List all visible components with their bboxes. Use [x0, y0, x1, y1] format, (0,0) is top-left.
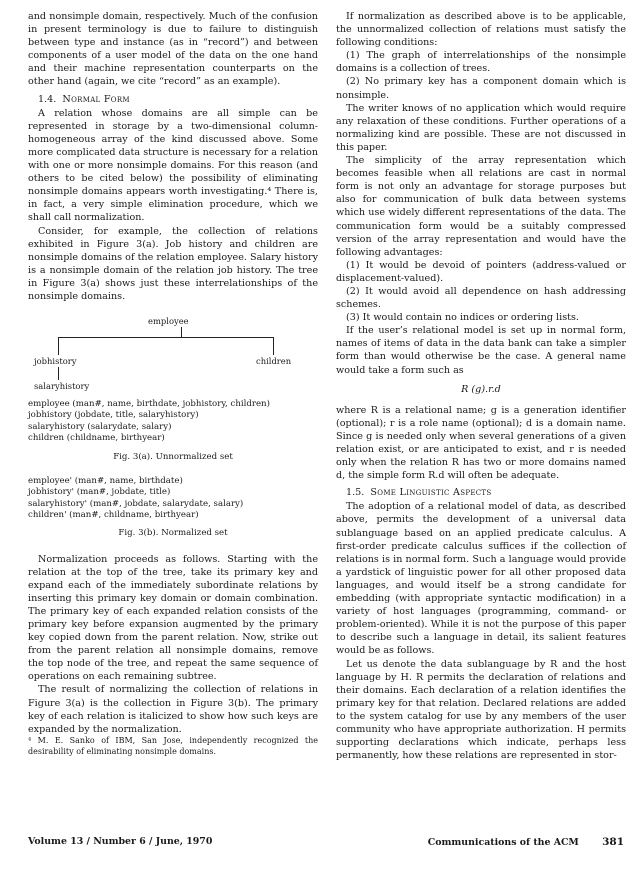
tree-node-root: employee [148, 316, 189, 327]
footer-volume: Volume 13 / Number 6 / June, 1970 [28, 836, 213, 847]
paragraph: If normalization as described above is to be applicable, the unnormalized collection of relations must satisfy the following conditions: [336, 11, 626, 49]
relation-line: jobhistory' (man#, jobdate, title) [28, 487, 171, 498]
paragraph: The adoption of a relational model of data, as described above, permits the development of a universal data sublanguage based on an applied predicate calculus. A first-order predicate calculus suffices if the collection of relations is in normal form. Such a language would provide a yardstick of linguistic power for all other proposed data languages, and would itself be a strong candidate for embedding (with appropriate syntactic modification) in a variety of host languages (programming, command- or problem-oriented). While it is not the purpose of this paper to describe such a language in detail, its salient features would be as follows. [336, 501, 626, 657]
paragraph: If the user’s relational model is set up in normal form, names of items of data in the data bank can take a simpler form than would otherwise be the case. A general name would take a form such as [336, 325, 626, 376]
figure-3a-caption: Fig. 3(a). Unnormalized set [113, 451, 233, 462]
advantage-item: (2) It would avoid all dependence on hash addressing schemes. [336, 285, 626, 311]
tree-node-children: children [256, 356, 292, 367]
paragraph: Consider, for example, the collection of relations exhibited in Figure 3(a). Job history and children are nonsimple domains of the relation employee. Salary history is a nonsimple domain of the relation job history. The tree in Figure 3(a) shows just these interrelationships of the nonsimple domains. [28, 225, 318, 302]
section-heading-1-4 [38, 93, 318, 106]
paragraph: where R is a relational name; g is a generation identifier (optional); r is a role name (optional); d is a domain name. Since g is needed only when several generations of a given relation exist, or are anticipated to exist, and r is needed only when the relation R has two or more domains named d, the simple form R.d will often be adequate. [336, 404, 626, 482]
advantage-item: (1) It would be devoid of pointers (address-valued or displacement-valued). [336, 259, 626, 284]
paragraph: The result of normalizing the collection of relations in Figure 3(a) is the collection in Figure 3(b). The primary key of each relation is italicized to show how such keys are expanded by the normalization. [28, 684, 318, 735]
tree-node-salaryhistory: salaryhistory [34, 381, 90, 392]
section-heading-1-5 [346, 486, 626, 499]
nonsimple-domain-tree [28, 315, 318, 393]
figure-3b-relations [28, 476, 318, 522]
general-name-formula: R (g).r.d [461, 383, 501, 395]
journal-name: Communications of the ACM [427, 837, 579, 848]
section-title: Normal Form [62, 93, 130, 105]
paragraph: A relation whose domains are all simple can be represented in storage by a two-dimensional column-homogeneous array of the kind discussed above. Some more complicated data structure is necessary for a relation with one or more nonsimple domains. For this reason (and others to be cited below) the possibility of eliminating nonsimple domains appears worth investigating.⁴ There is, in fact, a very simple elimination procedure, which we shall call normalization. [28, 107, 318, 224]
paragraph: The writer knows of no application which would require any relaxation of these conditions. Further operations of a normalizing kind are possible. These are not discussed in this paper. [336, 102, 626, 153]
figure-3a-relations [28, 399, 318, 445]
tree-node-jobhistory: jobhistory [34, 356, 77, 367]
relation-line: employee' (man#, name, birthdate) [28, 475, 183, 486]
section-title: Some Linguistic Aspects [370, 487, 492, 499]
footnote: ⁴ M. E. Sanko of IBM, San Jose, independently recognized the desirability of eliminating nonsimple domains. [28, 735, 318, 756]
paragraph: and nonsimple domain, respectively. Much of the confusion in present terminology is due to failure to distinguish between type and instance (as in “record”) and between components of a user model of the data on the one hand and their machine representation counterparts on the other hand (again, we cite “record” as an example). [28, 11, 318, 88]
section-number: 1.5. [346, 487, 365, 499]
tree-edge [58, 337, 274, 338]
section-number: 1.4. [38, 93, 57, 105]
paragraph: Normalization proceeds as follows. Starting with the relation at the top of the tree, take its primary key and expand each of the immediately subordinate relations by inserting this primary key domain or domain combination. The primary key of each expanded relation consists of the primary key before expansion augmented by the primary key copied down from the parent relation. Now, strike out from the parent relation all nonsimple domains, remove the top node of the tree, and repeat the same sequence of operations on each remaining subtree. [28, 553, 318, 683]
condition-item: (2) No primary key has a component domain which is nonsimple. [336, 76, 626, 101]
tree-edge [58, 367, 59, 380]
page-number: 381 [602, 836, 624, 848]
paragraph: Let us denote the data sublanguage by R and the host language by H. R permits the declaration of relations and their domains. Each declaration of a relation identifies the primary key for that relation. Declared relations are added to the system catalog for use by any members of the user community who have appropriate authorization. H permits supporting declarations which indicate, perhaps less permanently, how these relations are represented in stor- [336, 658, 626, 762]
paragraph: The simplicity of the array representation which becomes feasible when all relations are cast in normal form is not only an advantage for storage purposes but also for communication of bulk data between systems which use widely different representations of the data. The communication form would be a suitably compressed version of the array representation and would have the following advantages: [336, 155, 626, 258]
relation-line: children (childname, birthyear) [28, 433, 165, 444]
tree-edge [58, 337, 59, 355]
relation-line: employee (man#, name, birthdate, jobhistory, children) [28, 399, 270, 410]
relation-line: jobhistory (jobdate, title, salaryhistory) [28, 410, 199, 421]
left-column [28, 10, 318, 757]
right-column [336, 10, 626, 762]
condition-item: (1) The graph of interrelationships of the nonsimple domains is a collection of trees. [336, 50, 626, 75]
relation-line: salaryhistory (salarydate, salary) [28, 421, 172, 432]
advantage-item: (3) It would contain no indices or ordering lists. [346, 312, 579, 324]
relation-line: children' (man#, childname, birthyear) [28, 510, 199, 520]
relation-line: salaryhistory' (man#, jobdate, salarydate, salary) [28, 498, 244, 509]
figure-3b-caption: Fig. 3(b). Normalized set [118, 528, 228, 539]
tree-edge [273, 337, 274, 355]
footer-journal [428, 836, 624, 848]
